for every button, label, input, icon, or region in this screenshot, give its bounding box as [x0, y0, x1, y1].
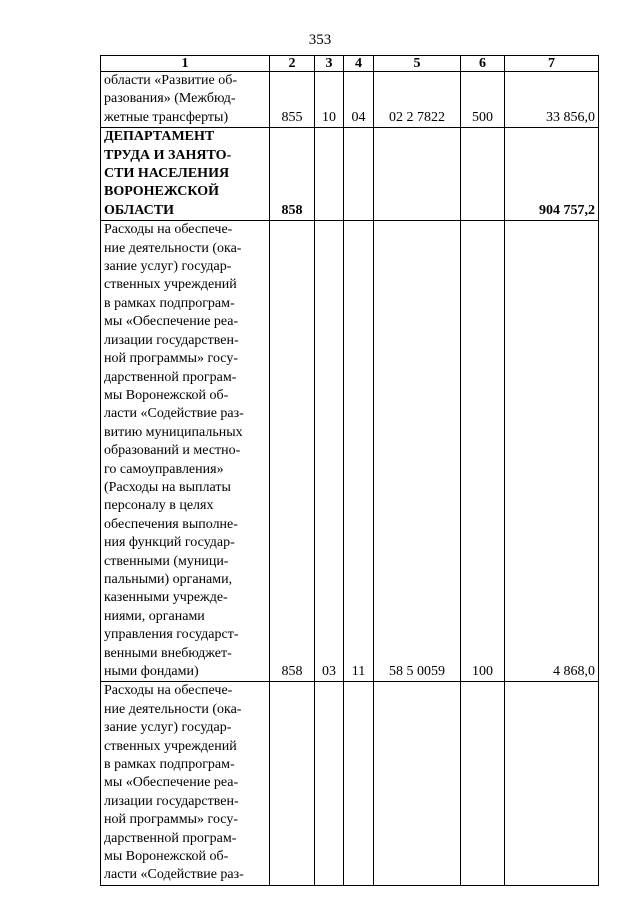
row-name-line: зание услуг) государ- [104, 720, 232, 736]
cell-amount: 33 856,0 [505, 72, 599, 128]
row-name-line: (Расходы на выплаты [104, 479, 231, 495]
row-name-line: ТРУДА И ЗАНЯТО- [104, 147, 232, 163]
cell-ministry-code: 858 [270, 128, 315, 221]
cell-amount [505, 682, 599, 885]
row-name-line: ственных учреждений [104, 277, 237, 293]
cell-subsection: 11 [344, 221, 374, 682]
column-header: 7 [505, 56, 599, 72]
row-name-line: ВОРОНЕЖСКОЙ [104, 184, 220, 200]
row-name-line: лизации государствен- [104, 332, 239, 348]
row-name-line: ние деятельности (ока- [104, 701, 242, 717]
row-name-cell [101, 72, 270, 128]
cell-section [315, 682, 344, 885]
table-row [101, 682, 599, 885]
row-name-line: ственных учреждений [104, 738, 237, 754]
row-name-line: ной программы» госу- [104, 812, 238, 828]
cell-subsection [344, 682, 374, 885]
row-name-line: венными внебюджет- [104, 645, 232, 661]
row-name-line: разования» (Межбюд- [104, 91, 236, 107]
table-row [101, 72, 599, 128]
row-name-line: лизации государствен- [104, 793, 239, 809]
cell-subsection: 04 [344, 72, 374, 128]
cell-target-article [374, 128, 461, 221]
row-name-line: мы «Обеспечение реа- [104, 314, 239, 330]
cell-ministry-code: 855 [270, 72, 315, 128]
row-name-cell [101, 128, 270, 221]
page-number: 353 [308, 32, 332, 48]
cell-amount: 904 757,2 [505, 128, 599, 221]
cell-section: 03 [315, 221, 344, 682]
row-name-line: области «Развитие об- [104, 73, 238, 88]
cell-section: 10 [315, 72, 344, 128]
cell-target-article: 02 2 7822 [374, 72, 461, 128]
row-name-line: ной программы» госу- [104, 351, 238, 367]
cell-expense-type [461, 128, 505, 221]
row-name-line: обеспечения выполне- [104, 516, 238, 532]
row-name-line: образований и местно- [104, 443, 241, 459]
row-name-line: в рамках подпрограм- [104, 295, 235, 311]
cell-amount: 4 868,0 [505, 221, 599, 682]
cell-ministry-code: 858 [270, 221, 315, 682]
column-header: 5 [374, 56, 461, 72]
cell-target-article: 58 5 0059 [374, 221, 461, 682]
column-header: 4 [344, 56, 374, 72]
row-name-line: в рамках подпрограм- [104, 757, 235, 773]
row-name-line: ниями, органами [104, 608, 205, 624]
row-name-line: ния функций государ- [104, 535, 235, 551]
row-name-line: зание услуг) государ- [104, 259, 232, 275]
cell-target-article [374, 682, 461, 885]
budget-table [100, 55, 599, 886]
row-name-line: ние деятельности (ока- [104, 240, 242, 256]
cell-expense-type [461, 682, 505, 885]
cell-subsection [344, 128, 374, 221]
row-name-line: ными фондами) [104, 664, 199, 679]
column-header: 3 [315, 56, 344, 72]
row-name-line: ОБЛАСТИ [104, 202, 174, 218]
table-header-row [101, 56, 599, 72]
row-name-line: казенными учрежде- [104, 590, 228, 606]
row-name-line: витию муниципальных [104, 424, 243, 440]
row-name-line: мы Воронежской об- [104, 849, 229, 865]
column-header: 1 [101, 56, 270, 72]
row-name-line: мы «Обеспечение реа- [104, 775, 239, 791]
table-row [101, 221, 599, 682]
row-name-line: управления государст- [104, 627, 239, 643]
row-name-line: Расходы на обеспече- [104, 683, 233, 699]
row-name-line: мы Воронежской об- [104, 387, 229, 403]
row-name-line: дарственной програм- [104, 369, 237, 385]
row-name-cell [101, 682, 270, 885]
row-name-line: ласти «Содействие раз- [104, 867, 244, 883]
row-name-line: дарственной програм- [104, 830, 237, 846]
row-name-line: Расходы на обеспече- [104, 222, 233, 238]
row-name-line: го самоуправления» [104, 461, 224, 477]
row-name-line: пальными) органами, [104, 571, 233, 587]
row-name-cell [101, 221, 270, 682]
cell-section [315, 128, 344, 221]
row-name-line: ственными (муници- [104, 553, 229, 569]
row-name-line: СТИ НАСЕЛЕНИЯ [104, 166, 230, 182]
row-name-line: ласти «Содействие раз- [104, 406, 244, 422]
row-name-line: жетные трансферты) [104, 109, 229, 125]
row-name-line: персоналу в целях [104, 498, 214, 514]
cell-ministry-code [270, 682, 315, 885]
cell-expense-type: 500 [461, 72, 505, 128]
cell-expense-type: 100 [461, 221, 505, 682]
table-row [101, 128, 599, 221]
column-header: 2 [270, 56, 315, 72]
column-header: 6 [461, 56, 505, 72]
row-name-line: ДЕПАРТАМЕНТ [104, 129, 215, 145]
